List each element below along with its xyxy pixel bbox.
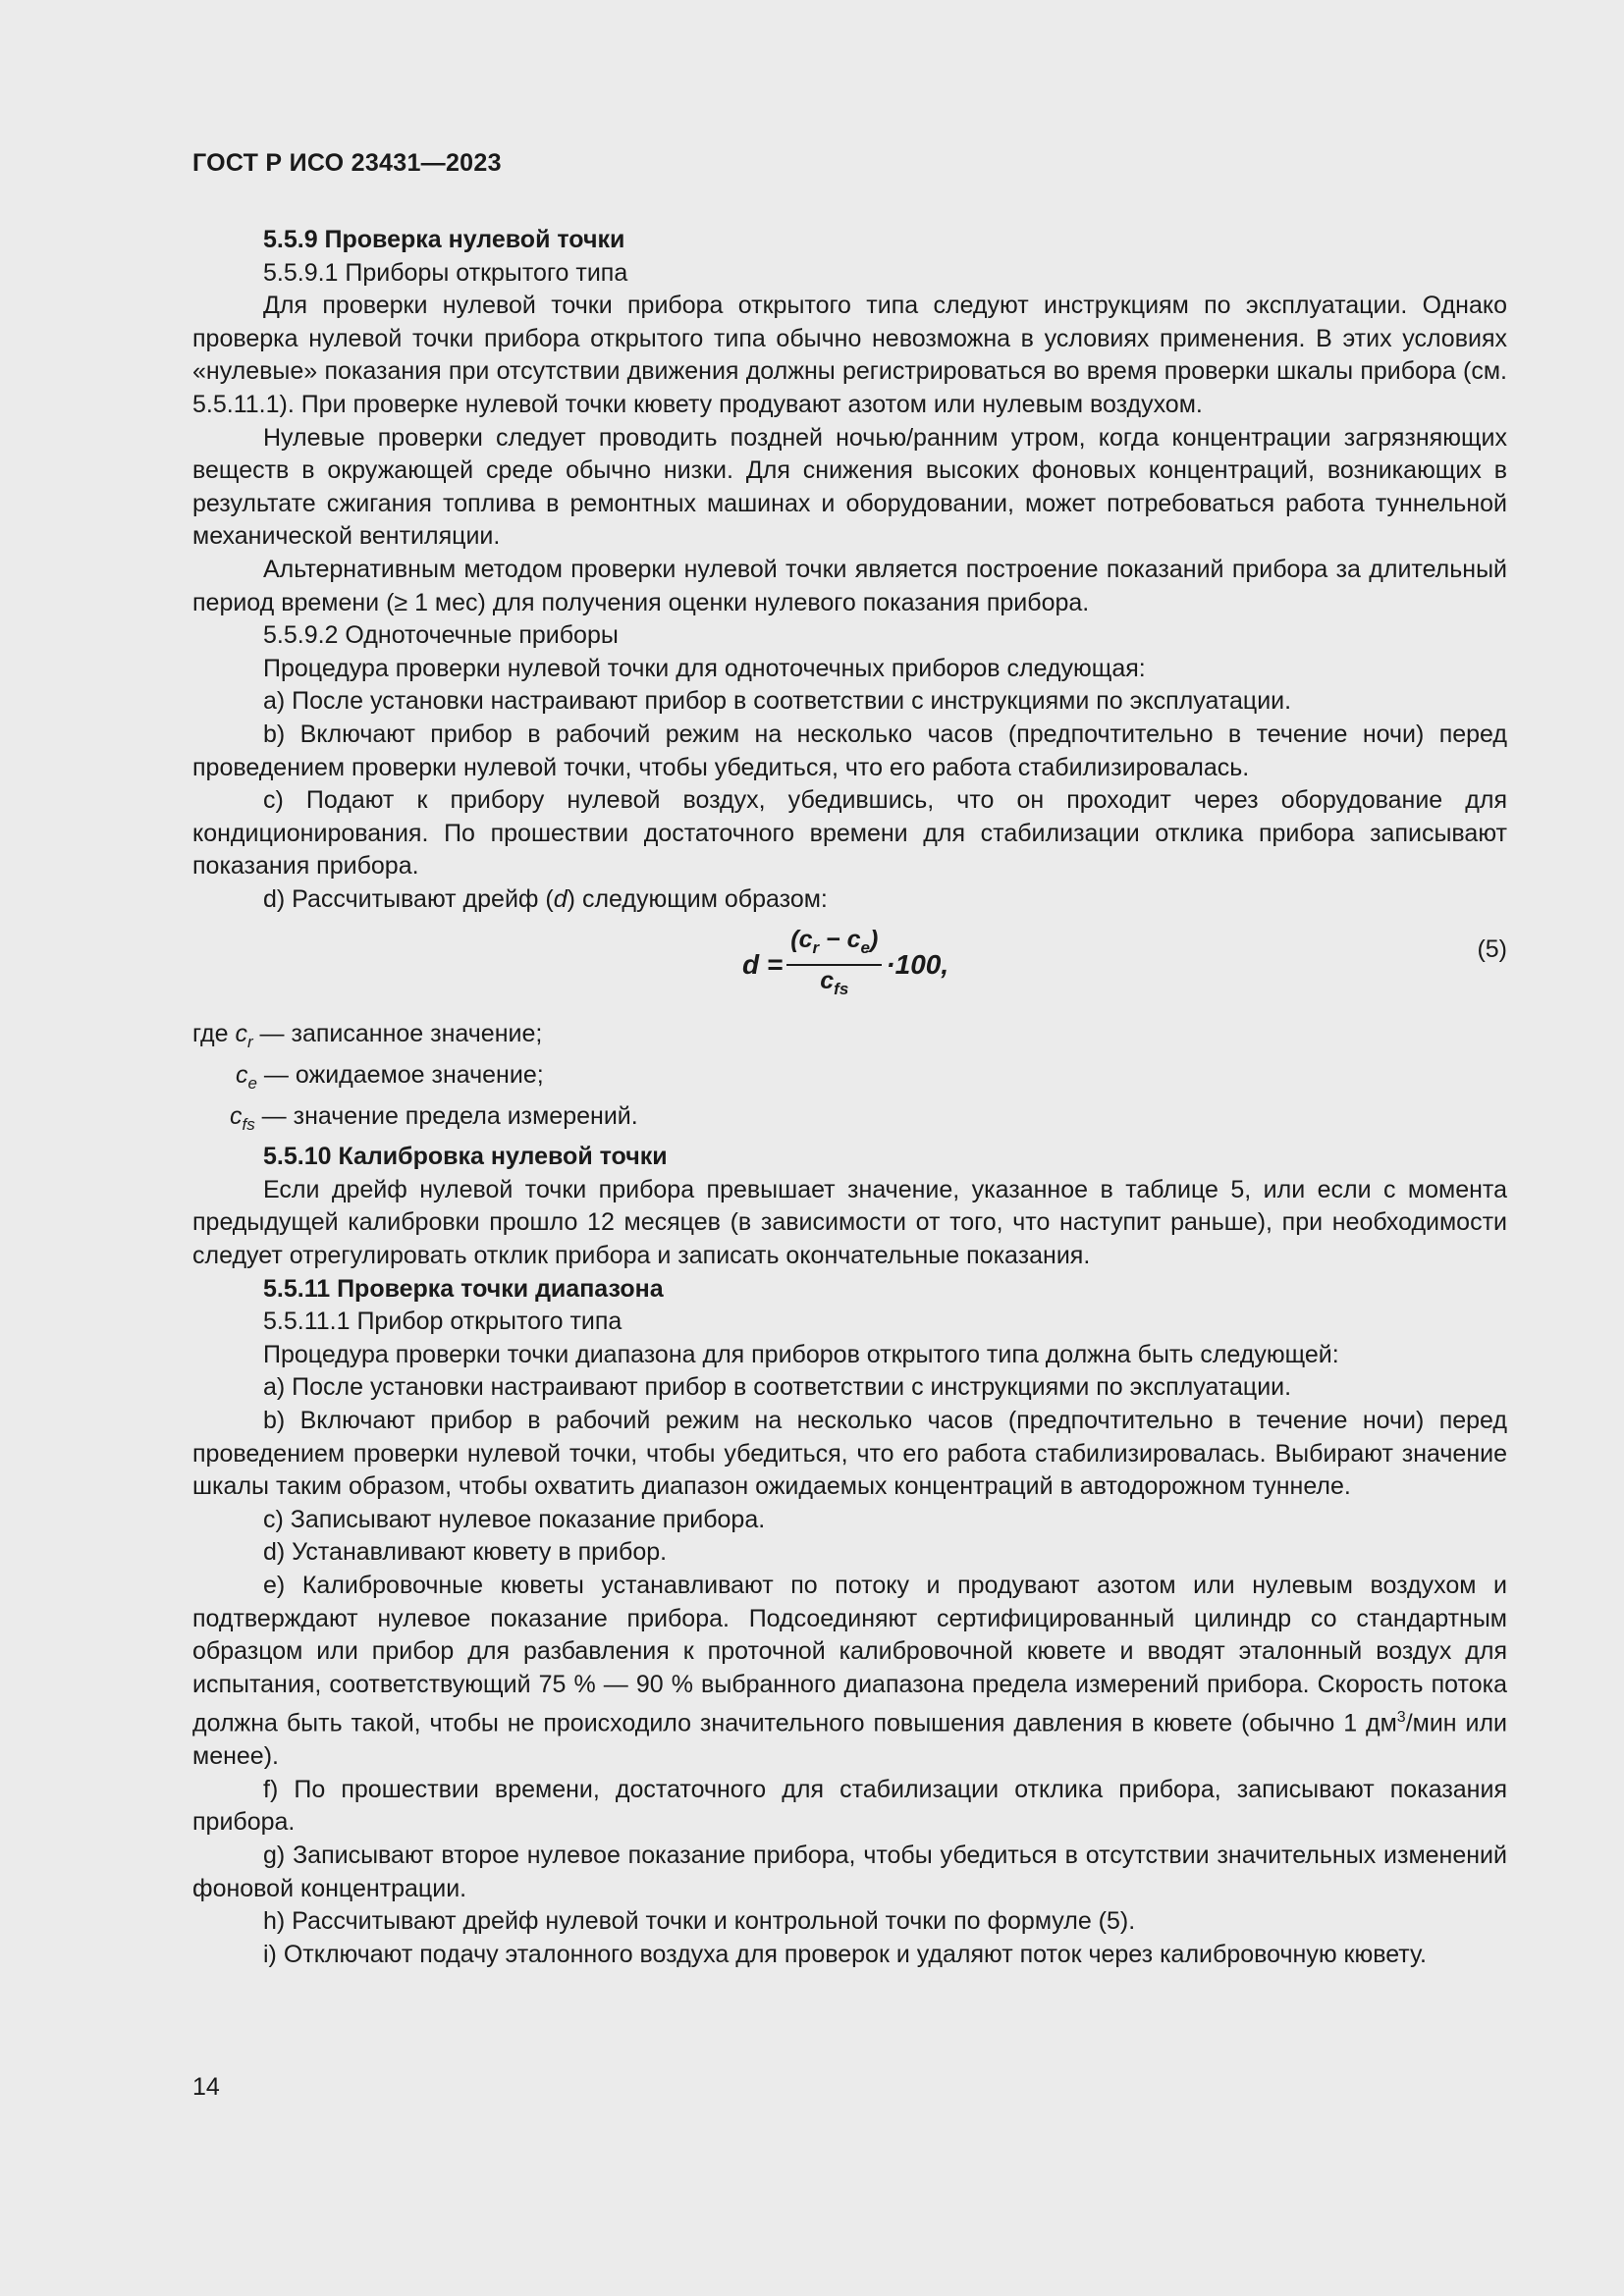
list-item: c) Записывают нулевое показание прибора.: [263, 1505, 766, 1533]
list-item: b) Включают прибор в рабочий режим на несколько часов (предпочтительно в течение ночи) перед проведением проверки нулевой точки, чтобы убедиться, что его работа стабилизировалась.: [192, 720, 1507, 781]
list-item: h) Рассчитывают дрейф нулевой точки и контрольной точки по формуле (5).: [263, 1907, 1136, 1936]
list-item: d) Устанавливают кювету в прибор.: [263, 1538, 668, 1567]
paragraph: Процедура проверки нулевой точки для одноточечных приборов следующая:: [263, 654, 1146, 682]
section-5-5-9-1-title: 5.5.9.1 Приборы открытого типа: [263, 258, 628, 287]
section-5-5-9-2-title: 5.5.9.2 Одноточечные приборы: [263, 621, 619, 650]
page-number: 14: [192, 2073, 220, 2101]
list-item: c) Подают к прибору нулевой воздух, убедившись, что он проходит через оборудование для кондиционирования. По прошествии достаточного времени для стабилизации отклика прибора записывают показания прибора.: [192, 786, 1507, 881]
formula-5: [192, 916, 1507, 1018]
paragraph: Альтернативным методом проверки нулевой точки является построение показаний прибора за длительный период времени (≥ 1 мес) для получения оценки нулевого показания прибора.: [192, 555, 1507, 616]
list-item: e) Калибровочные кюветы устанавливают по потоку и продувают азотом или нулевым воздухом и подтверждают нулевое показание прибора. Подсоединяют сертифицированный цилиндр со стандартным образцом или прибор для разбавления к проточной калибровочной кювете и вводят эталонный воздух для испытания, соответствующий 75 % — 90 % выбранного диапазона предела измерений прибора. Скорость потока должна быть такой, чтобы не происходило значительного повышения давления в кювете (обычно 1 $дм^3$/мин или менее).: [192, 1571, 1507, 1771]
section-5-5-11-1-title: 5.5.11.1 Прибор открытого типа: [263, 1308, 623, 1336]
section-5-5-11-title: 5.5.11 Проверка точки диапазона: [263, 1274, 664, 1303]
drift-formula: d = $\frac{(c_r - c_e)}{c_{fs}}$ ·100,: [742, 926, 949, 999]
list-item: f) По прошествии времени, достаточного для стабилизации отклика прибора, записывают показания прибора.: [192, 1775, 1507, 1837]
paragraph: Если дрейф нулевой точки прибора превышает значение, указанное в таблице 5, или если с момента предыдущей калибровки прошло 12 месяцев (в зависимости от того, что наступит раньше), при необходимости следует отрегулировать отклик прибора и записать окончательные показания.: [192, 1175, 1507, 1270]
list-item: i) Отключают подачу эталонного воздуха для проверок и удаляют поток через калибровочную кювету.: [263, 1940, 1427, 1968]
where-item: $c_e$ — ожидаемое значение;: [236, 1061, 544, 1094]
page-body: [192, 224, 1507, 1971]
paragraph: Нулевые проверки следует проводить поздней ночью/ранним утром, когда концентрации загрязняющих веществ в окружающей среде обычно низки. Для снижения высоких фоновых концентраций, возникающих в результате сжигания топлива в ремонтных машинах и оборудовании, может потребоваться работа туннельной механической вентиляции.: [192, 423, 1507, 551]
paragraph: Процедура проверки точки диапазона для приборов открытого типа должна быть следующей:: [263, 1340, 1339, 1368]
where-item: где $c_r$ — записанное значение;: [192, 1020, 543, 1052]
where-item: $c_{fs}$ — значение предела измерений.: [230, 1101, 638, 1134]
section-5-5-9-title: 5.5.9 Проверка нулевой точки: [263, 226, 625, 253]
document-header: ГОСТ Р ИСО 23431—2023: [192, 149, 502, 177]
equation-number: (5): [1477, 935, 1507, 964]
list-item: g) Записывают второе нулевое показание прибора, чтобы убедиться в отсутствии значительных изменений фоновой концентрации.: [192, 1842, 1507, 1902]
list-item: b) Включают прибор в рабочий режим на несколько часов (предпочтительно в течение ночи) перед проведением проверки нулевой точки, чтобы убедиться, что его работа стабилизировалась. Выбирают значение шкалы таким образом, чтобы охватить диапазон ожидаемых концентраций в автодорожном туннеле.: [192, 1407, 1507, 1501]
paragraph: Для проверки нулевой точки прибора открытого типа следуют инструкциям по эксплуатации. Однако проверка нулевой точки прибора открытого типа обычно невозможна в условиях применения. В этих условиях «нулевые» показания при отсутствии движения должны регистрироваться во время проверки шкалы прибора (см. 5.5.11.1). При проверке нулевой точки кювету продувают азотом или нулевым воздухом.: [192, 292, 1507, 418]
section-5-5-10-title: 5.5.10 Калибровка нулевой точки: [263, 1143, 668, 1171]
list-item: d) Рассчитывают дрейф (d) следующим образом:: [263, 884, 828, 913]
list-item: a) После установки настраивают прибор в соответствии с инструкциями по эксплуатации.: [263, 1373, 1292, 1402]
list-item: a) После установки настраивают прибор в соответствии с инструкциями по эксплуатации.: [263, 687, 1292, 716]
